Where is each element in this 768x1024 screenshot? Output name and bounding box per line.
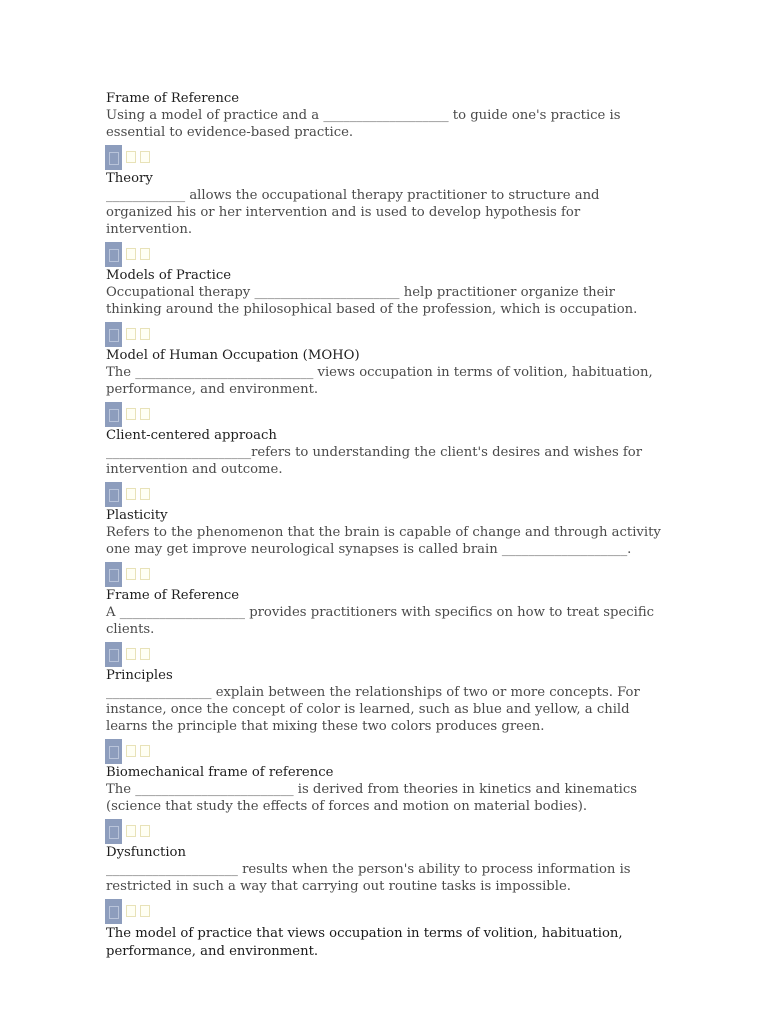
card-term: Dysfunction	[106, 845, 186, 860]
card-controls	[106, 561, 666, 587]
card-controls	[106, 481, 666, 507]
card-controls	[106, 898, 666, 924]
flashcard	[106, 348, 666, 427]
flashcard	[106, 171, 666, 267]
flashcard-toggle-icon[interactable]	[105, 899, 122, 924]
card-controls	[106, 401, 666, 427]
flashcard-toggle-icon[interactable]	[105, 642, 122, 667]
card-term: Model of Human Occupation (MOHO)	[106, 348, 360, 363]
flashcard-toggle-icon[interactable]	[105, 322, 122, 347]
card-controls	[106, 818, 666, 844]
flashcard	[106, 428, 666, 507]
final-question: The model of practice that views occupation in terms of volition, habituation, performance, and environment.	[106, 926, 623, 959]
flashcard	[106, 588, 666, 667]
flashcard	[106, 508, 666, 587]
card-definition: ____________ allows the occupational therapy practitioner to structure and organized his or her intervention and is used to develop hypothesis for intervention.	[106, 188, 604, 237]
checkbox-icon[interactable]	[126, 488, 136, 500]
checkbox-icon[interactable]	[140, 328, 150, 340]
checkbox-icon[interactable]	[126, 248, 136, 260]
card-controls	[106, 641, 666, 667]
flashcard-list	[106, 91, 666, 961]
card-controls	[106, 321, 666, 347]
checkbox-icon[interactable]	[126, 825, 136, 837]
checkbox-icon[interactable]	[140, 151, 150, 163]
checkbox-icon[interactable]	[140, 905, 150, 917]
flashcard-toggle-icon[interactable]	[105, 819, 122, 844]
flashcard	[106, 845, 666, 924]
flashcard-toggle-icon[interactable]	[105, 242, 122, 267]
card-definition: The ___________________________ views occupation in terms of volition, habituation, performance, and environment.	[106, 365, 657, 397]
checkbox-icon[interactable]	[126, 408, 136, 420]
flashcard	[106, 268, 666, 347]
flashcard-toggle-icon[interactable]	[105, 145, 122, 170]
flashcard	[106, 668, 666, 764]
card-term: Client-centered approach	[106, 428, 277, 443]
checkbox-icon[interactable]	[140, 248, 150, 260]
flashcard-toggle-icon[interactable]	[105, 402, 122, 427]
card-definition: Using a model of practice and a ___________________ to guide one's practice is essential to evidence-based practice.	[106, 108, 625, 140]
checkbox-icon[interactable]	[140, 488, 150, 500]
card-term: Plasticity	[106, 508, 168, 523]
checkbox-icon[interactable]	[140, 745, 150, 757]
card-term: Frame of Reference	[106, 588, 240, 603]
checkbox-icon[interactable]	[126, 328, 136, 340]
checkbox-icon[interactable]	[126, 151, 136, 163]
checkbox-icon[interactable]	[140, 825, 150, 837]
card-term: Frame of Reference	[106, 91, 240, 106]
card-definition: Refers to the phenomenon that the brain is capable of change and through activity one may get improve neurological synapses is called brain ___________________.	[106, 525, 666, 557]
card-term: Theory	[106, 171, 153, 186]
card-definition: Occupational therapy ______________________ help practitioner organize their thinking around the philosophical based of the profession, which is occupation.	[106, 285, 638, 317]
checkbox-icon[interactable]	[126, 905, 136, 917]
card-controls	[106, 241, 666, 267]
card-term: Principles	[106, 668, 173, 683]
card-controls	[106, 144, 666, 170]
card-term: Biomechanical frame of reference	[106, 765, 334, 780]
checkbox-icon[interactable]	[140, 408, 150, 420]
flashcard-toggle-icon[interactable]	[105, 562, 122, 587]
checkbox-icon[interactable]	[126, 648, 136, 660]
checkbox-icon[interactable]	[126, 745, 136, 757]
card-controls	[106, 738, 666, 764]
card-definition: A ___________________ provides practitioners with specifics on how to treat specific clients.	[106, 605, 659, 637]
flashcard	[106, 765, 666, 844]
checkbox-icon[interactable]	[140, 648, 150, 660]
flashcard-toggle-icon[interactable]	[105, 739, 122, 764]
flashcard-toggle-icon[interactable]	[105, 482, 122, 507]
card-definition: ________________ explain between the relationships of two or more concepts. For instance, once the concept of color is learned, such as blue and yellow, a child learns the principle that mixing these two colors produces green.	[106, 685, 644, 734]
card-definition: ______________________refers to understanding the client's desires and wishes for intervention and outcome.	[106, 445, 647, 477]
flashcard	[106, 91, 666, 170]
card-definition: ____________________ results when the person's ability to process information is restricted in such a way that carrying out routine tasks is impossible.	[106, 862, 635, 894]
card-definition: The ________________________ is derived from theories in kinetics and kinematics (science that study the effects of forces and motion on material bodies).	[106, 782, 642, 814]
checkbox-icon[interactable]	[140, 568, 150, 580]
card-term: Models of Practice	[106, 268, 232, 283]
checkbox-icon[interactable]	[126, 568, 136, 580]
